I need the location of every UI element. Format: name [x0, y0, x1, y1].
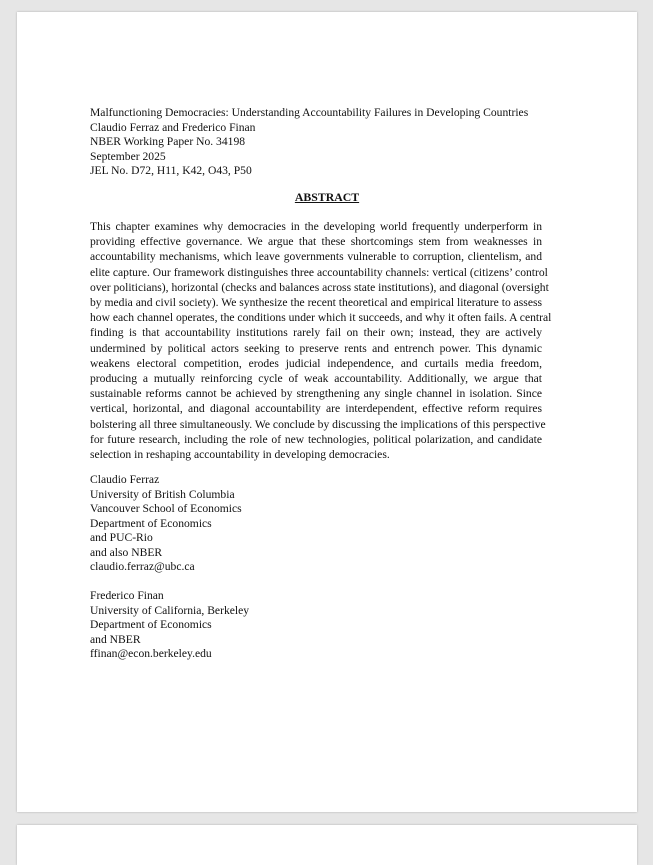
abstract-line: for future research, including the role of new technologies, political polarization, and candidate [90, 432, 542, 446]
affiliation-line: University of British Columbia [90, 487, 235, 501]
abstract-line: vertical, horizontal, and diagonal accountability are interdependent, effective reform requires [90, 402, 542, 416]
abstract-line: over politicians), horizontal (checks and balances across state institutions), and diagonal (oversight [90, 280, 549, 294]
affiliation-line: University of California, Berkeley [90, 603, 250, 617]
document-page [17, 12, 637, 812]
affiliation-line: Claudio Ferraz [90, 473, 160, 486]
abstract-line: providing effective governance. We argue that these shortcomings stem from weaknesses in [90, 235, 542, 249]
abstract-line: undermined by political actors seeking to preserve rents and entrench power. This dynamic [90, 341, 542, 355]
abstract-line: sustainable reforms cannot be achieved by strengthening any single channel in isolation. Since [90, 387, 542, 401]
author-email[interactable]: claudio.ferraz@ubc.ca [90, 560, 195, 573]
paper-series: NBER Working Paper No. 34198 [90, 135, 246, 148]
abstract-line: accountability mechanisms, which leave governments vulnerable to corruption, clientelism, and [90, 250, 542, 264]
affiliation-line: Frederico Finan [90, 589, 164, 602]
paper-date: September 2025 [90, 149, 166, 163]
paper-header [90, 106, 528, 179]
next-page [17, 825, 637, 865]
abstract-line: by media and civil society). We synthesize the recent theoretical and empirical literature to assess [90, 296, 542, 310]
affiliation-line: and also NBER [90, 545, 163, 559]
affiliation-line: and NBER [90, 632, 141, 646]
author-affiliation-ferraz [90, 473, 242, 575]
abstract-line: This chapter examines why democracies in the developing world frequently underperform in [90, 220, 542, 233]
affiliation-line: Department of Economics [90, 618, 212, 631]
paper-title: Malfunctioning Democracies: Understanding Accountability Failures in Developing Countries [90, 106, 529, 119]
abstract-heading: ABSTRACT [294, 190, 360, 204]
abstract-line: bolstering all three simultaneously. We conclude by discussing the implications of this perspective [90, 417, 546, 431]
affiliation-line: and PUC-Rio [90, 531, 153, 544]
affiliation-line: Department of Economics [90, 516, 212, 530]
abstract-text [90, 219, 552, 462]
abstract-line: selection in reshaping accountability in developing democracies. [90, 448, 390, 462]
abstract-line: producing a mutually reinforcing cycle of weak accountability. Additionally, we argue that [90, 372, 542, 386]
abstract-line: how each channel operates, the conditions under which it succeeds, and why it often fails. A central [90, 311, 552, 325]
affiliation-line: Vancouver School of Economics [90, 502, 242, 515]
paper-authors: Claudio Ferraz and Frederico Finan [90, 120, 256, 134]
author-email[interactable]: ffinan@econ.berkeley.edu [90, 647, 212, 660]
abstract-line: elite capture. Our framework distinguishes three accountability channels: vertical (citizens’ control [90, 265, 548, 279]
author-affiliation-finan [90, 589, 249, 662]
abstract-line: weakens electoral competition, erodes judicial independence, and curtails media freedom, [90, 356, 542, 370]
abstract-line: finding is that accountability institutions rarely fail on their own; instead, they are actively [90, 326, 542, 340]
paper-jel: JEL No. D72, H11, K42, O43, P50 [90, 164, 252, 177]
